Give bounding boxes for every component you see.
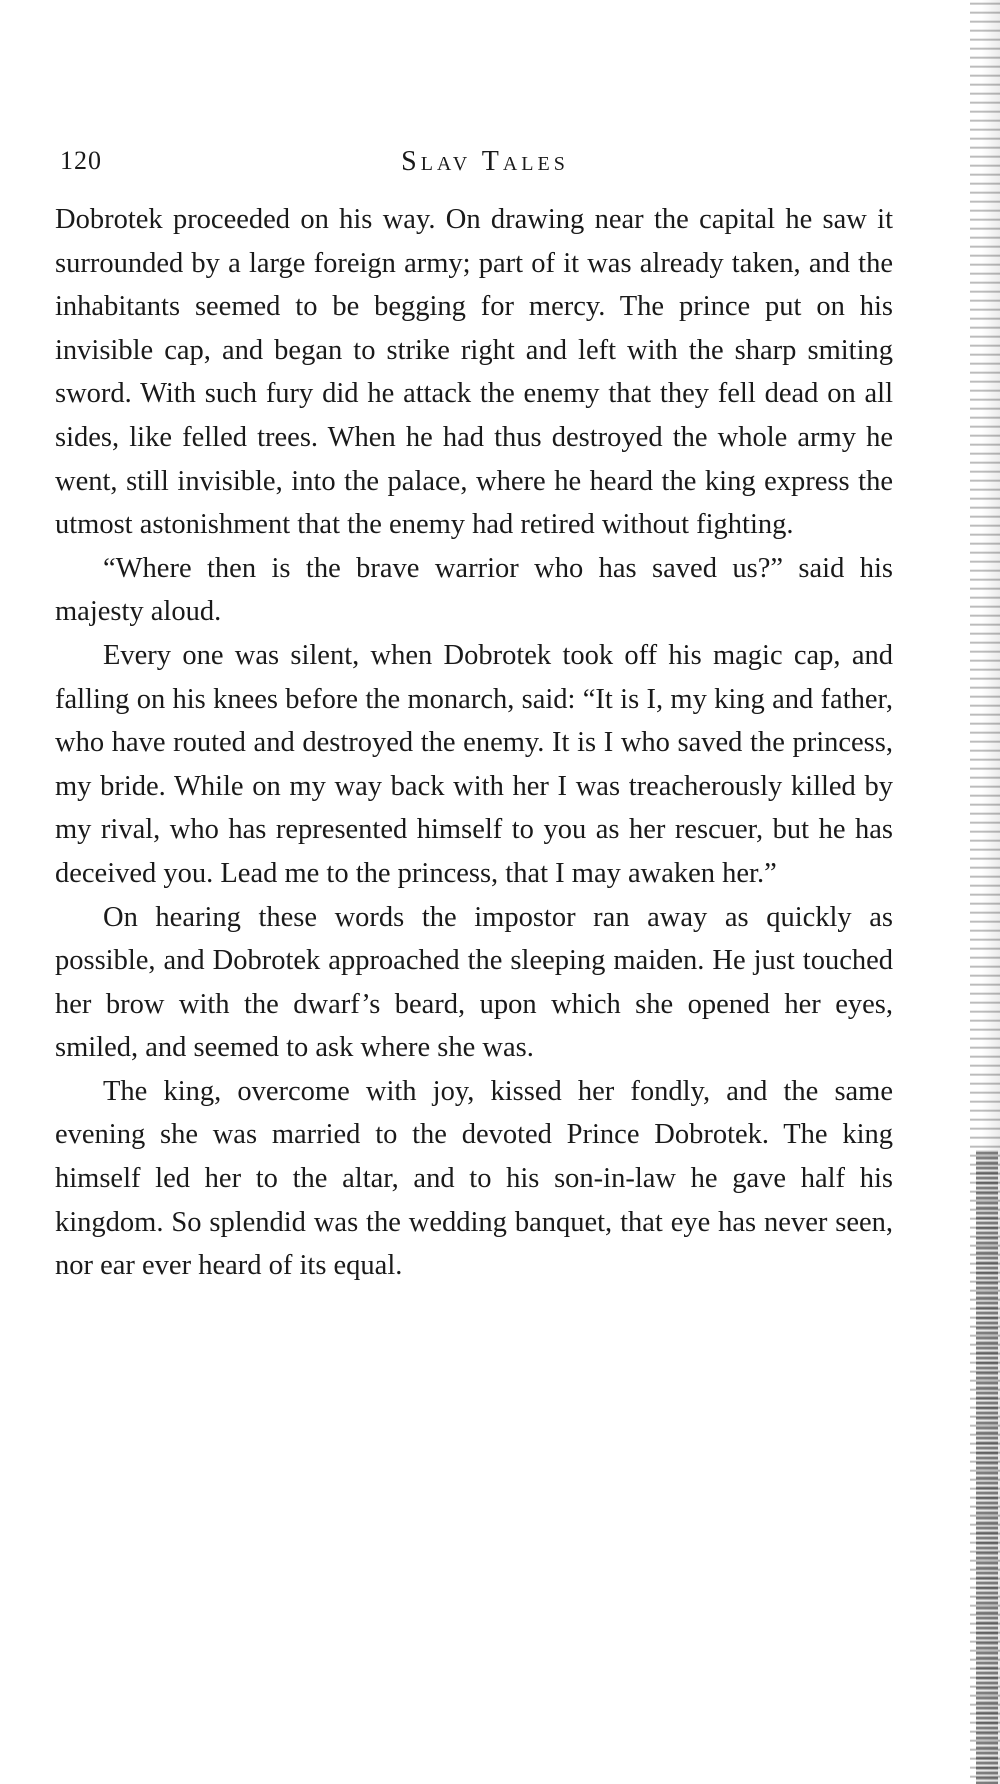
page-edge-texture [976, 1150, 998, 1784]
paragraph: Dobrotek proceeded on his way. On drawing near the capital he saw it surrounded by a large foreign army; part of it was already taken, and the inhabitants seemed to be begging for mercy. The prince put on his invisible cap, and began to strike right and left with the sharp smiting sword. With such fury did he attack the enemy that they fell dead on all sides, like felled trees. When he had thus destroyed the whole army he went, still invisible, into the palace, where he heard the king express the utmost astonishment that the enemy had retired without fighting. [55, 204, 893, 541]
running-head [60, 146, 910, 186]
paragraph: Every one was silent, when Dobrotek took off his magic cap, and falling on his knees before the monarch, said: “It is I, my king and father, who have routed and destroyed the enemy. It is I who saved the princess, my bride. While on my way back with her I was treacherously killed by my rival, who has represented himself to you as her rescuer, but he has deceived you. Lead me to the princess, that I may awaken her.” [55, 639, 893, 889]
body-text [55, 198, 893, 1288]
paragraph: On hearing these words the impostor ran away as quickly as possible, and Dobrotek approached the sleeping maiden. He just touched her brow with the dwarf’s beard, upon which she opened her eyes, smiled, and seemed to ask where she was. [55, 901, 893, 1064]
page-number: 120 [60, 146, 102, 175]
paragraph: “Where then is the brave warrior who has saved us?” said his majesty aloud. [55, 552, 893, 628]
paragraph: The king, overcome with joy, kissed her fondly, and the same evening she was married to the devoted Prince Dobrotek. The king himself led her to the altar, and to his son-in-law he gave half his kingdom. So splendid was the wedding banquet, that eye has never seen, nor ear ever heard of its equal. [55, 1075, 893, 1282]
running-title: Slav Tales [401, 146, 569, 177]
